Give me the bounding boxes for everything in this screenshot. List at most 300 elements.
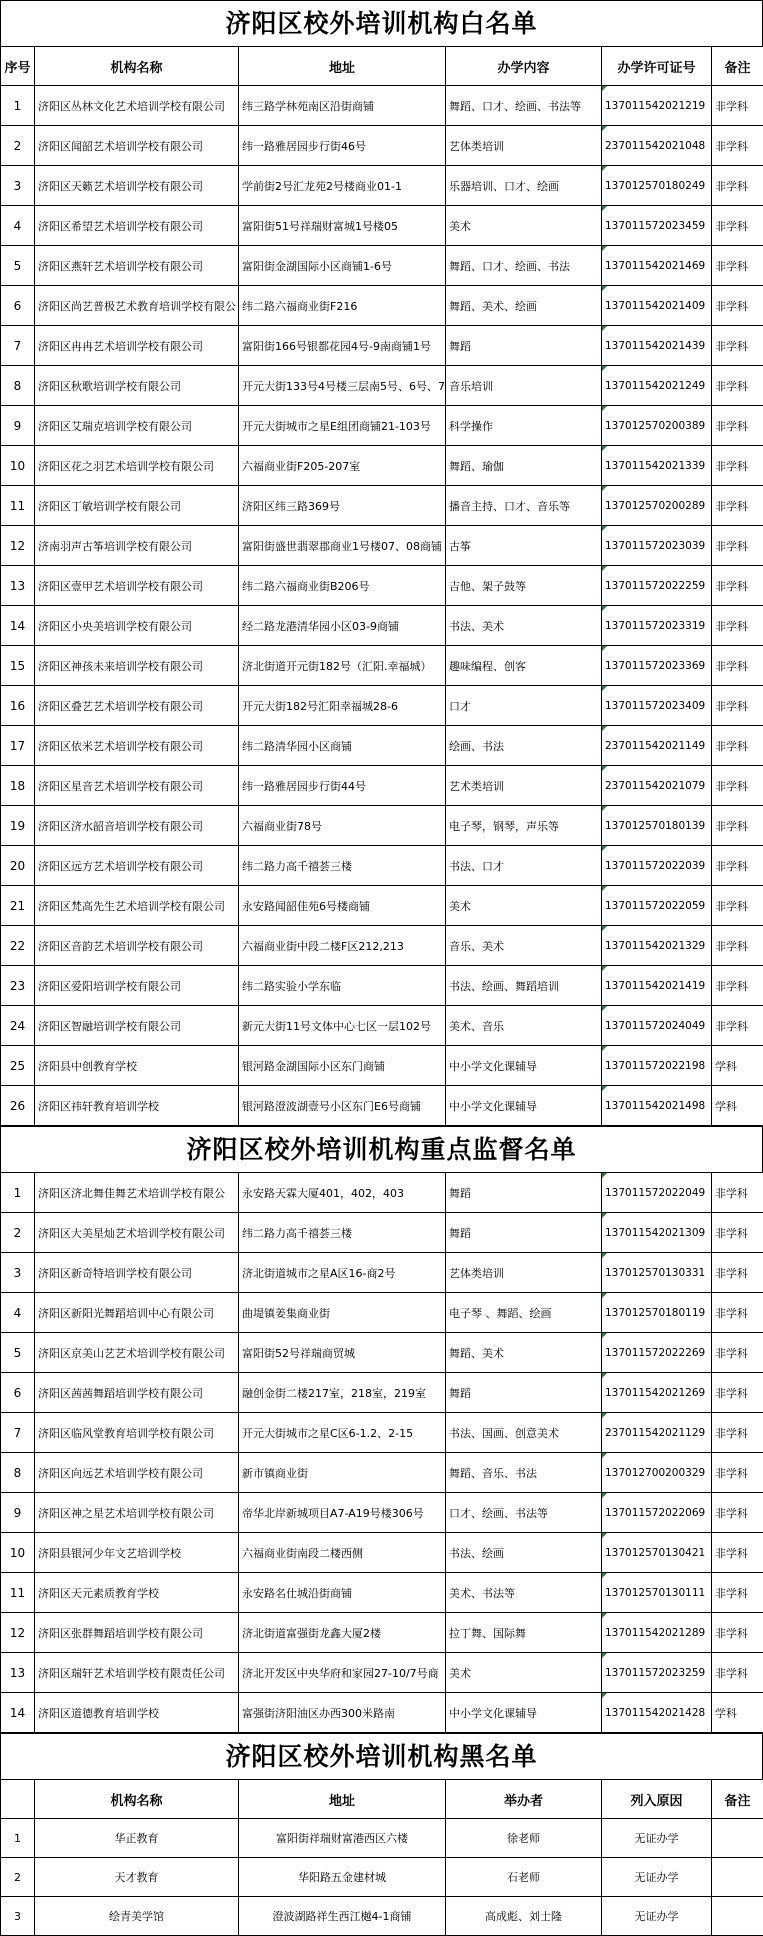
white-row	[1, 526, 763, 566]
key-cell-address: 曲堤镇姜集商业街	[239, 1293, 446, 1333]
key-cell-content: 舞蹈	[446, 1173, 602, 1213]
white-cell-address: 学前街2号汇龙苑2号楼商业01-1	[239, 166, 446, 206]
white-list-header	[1, 47, 763, 86]
white-row	[1, 206, 763, 246]
white-cell-remark: 学科	[712, 1086, 763, 1126]
key-cell-org-name: 济阳区茜茜舞蹈培训学校有限公司	[35, 1373, 239, 1413]
white-cell-content: 书法、绘画、舞蹈培训	[446, 966, 602, 1006]
white-cell-address: 纬二路六福商业街F216	[239, 286, 446, 326]
key-cell-address: 济北街道富强街龙鑫大厦2楼	[239, 1613, 446, 1653]
key-cell-org-name: 济阳县银河少年文艺培训学校	[35, 1533, 239, 1573]
white-row	[1, 886, 763, 926]
key-cell-address: 帝华北岸新城项目A7-A19号楼306号	[239, 1493, 446, 1533]
key-row	[1, 1653, 763, 1693]
white-cell-address: 经二路龙港清华园小区03-9商铺	[239, 606, 446, 646]
white-cell-content: 舞蹈、美术、绘画	[446, 286, 602, 326]
white-header-address: 地址	[239, 47, 446, 86]
black-cell-row-number: 1	[1, 1819, 35, 1858]
white-cell-remark: 非学科	[712, 606, 763, 646]
white-cell-org-name: 济阳区尚艺普极艺术教育培训学校有限公	[35, 286, 239, 326]
white-cell-row-number: 6	[1, 286, 35, 326]
key-row	[1, 1253, 763, 1293]
white-cell-row-number: 26	[1, 1086, 35, 1126]
key-row	[1, 1453, 763, 1493]
white-cell-content: 艺体类培训	[446, 126, 602, 166]
white-cell-row-number: 15	[1, 646, 35, 686]
white-row	[1, 966, 763, 1006]
white-row	[1, 86, 763, 126]
white-cell-org-name: 济阳区依米艺术培训学校有限公司	[35, 726, 239, 766]
white-row	[1, 486, 763, 526]
white-cell-content: 趣味编程、创客	[446, 646, 602, 686]
white-cell-address: 永安路闻韶佳苑6号楼商铺	[239, 886, 446, 926]
black-cell-remark	[712, 1819, 763, 1858]
key-row	[1, 1533, 763, 1573]
black-cell-license-number: 无证办学	[602, 1858, 712, 1897]
white-cell-address: 纬二路力高千禧荟三楼	[239, 846, 446, 886]
white-cell-license-number: 137011572022059	[602, 886, 712, 926]
white-cell-license-number: 137011542021469	[602, 246, 712, 286]
white-row	[1, 846, 763, 886]
white-cell-remark: 非学科	[712, 1006, 763, 1046]
key-cell-license-number: 137012570130111	[602, 1573, 712, 1613]
key-row	[1, 1413, 763, 1453]
white-header-license-number: 办学许可证号	[602, 47, 712, 86]
white-cell-remark: 非学科	[712, 686, 763, 726]
key-cell-content: 中小学文化课辅导	[446, 1693, 602, 1733]
white-cell-address: 纬二路六福商业街B206号	[239, 566, 446, 606]
white-cell-address: 六福商业街78号	[239, 806, 446, 846]
key-cell-content: 舞蹈、音乐、书法	[446, 1453, 602, 1493]
white-cell-address: 济阳区纬三路369号	[239, 486, 446, 526]
key-cell-address: 纬二路力高千禧荟三楼	[239, 1213, 446, 1253]
black-header-row-number	[1, 1780, 35, 1819]
white-cell-org-name: 济阳区远方艺术培训学校有限公司	[35, 846, 239, 886]
white-cell-content: 中小学文化课辅导	[446, 1046, 602, 1086]
key-cell-row-number: 12	[1, 1613, 35, 1653]
black-list-body	[1, 1819, 763, 1936]
white-cell-org-name: 济阳区壹甲艺术培训学校有限公司	[35, 566, 239, 606]
key-cell-row-number: 2	[1, 1213, 35, 1253]
white-row	[1, 366, 763, 406]
key-cell-content: 舞蹈	[446, 1213, 602, 1253]
white-cell-remark: 非学科	[712, 926, 763, 966]
key-cell-content: 艺体类培训	[446, 1253, 602, 1293]
key-cell-license-number: 137012570180119	[602, 1293, 712, 1333]
white-cell-license-number: 137011572022198	[602, 1046, 712, 1086]
white-cell-row-number: 17	[1, 726, 35, 766]
black-cell-license-number: 无证办学	[602, 1897, 712, 1936]
black-cell-content: 徐老师	[446, 1819, 602, 1858]
white-cell-remark: 非学科	[712, 486, 763, 526]
white-cell-row-number: 9	[1, 406, 35, 446]
white-cell-org-name: 济阳区天籁艺术培训学校有限公司	[35, 166, 239, 206]
white-cell-org-name: 济阳区叠艺艺术培训学校有限公司	[35, 686, 239, 726]
white-cell-row-number: 21	[1, 886, 35, 926]
black-cell-remark	[712, 1858, 763, 1897]
black-cell-org-name: 绘青美学馆	[35, 1897, 239, 1936]
key-cell-content: 美术、书法等	[446, 1573, 602, 1613]
key-cell-org-name: 济阳区张群舞蹈培训学校有限公司	[35, 1613, 239, 1653]
white-cell-row-number: 12	[1, 526, 35, 566]
white-cell-license-number: 137011542021409	[602, 286, 712, 326]
key-cell-address: 融创金街二楼217室，218室，219室	[239, 1373, 446, 1413]
white-cell-content: 舞蹈	[446, 326, 602, 366]
key-cell-address: 永安路名仕城沿街商铺	[239, 1573, 446, 1613]
white-cell-content: 书法、口才	[446, 846, 602, 886]
white-cell-org-name: 济阳区小央美培训学校有限公司	[35, 606, 239, 646]
key-cell-row-number: 5	[1, 1333, 35, 1373]
key-cell-row-number: 4	[1, 1293, 35, 1333]
key-cell-row-number: 13	[1, 1653, 35, 1693]
white-row	[1, 926, 763, 966]
white-cell-remark: 非学科	[712, 526, 763, 566]
white-row	[1, 126, 763, 166]
white-cell-content: 美术、音乐	[446, 1006, 602, 1046]
white-cell-address: 纬一路雅居园步行街44号	[239, 766, 446, 806]
white-header-content: 办学内容	[446, 47, 602, 86]
white-cell-address: 六福商业街中段二楼F区212,213	[239, 926, 446, 966]
white-row	[1, 1046, 763, 1086]
key-cell-org-name: 济阳区大美星灿艺术培训学校有限公司	[35, 1213, 239, 1253]
white-cell-address: 富阳街166号银都花园4号-9南商铺1号	[239, 326, 446, 366]
white-cell-address: 纬二路实验小学东临	[239, 966, 446, 1006]
key-cell-remark: 非学科	[712, 1533, 763, 1573]
key-cell-row-number: 1	[1, 1173, 35, 1213]
white-cell-remark: 非学科	[712, 206, 763, 246]
white-cell-content: 音乐培训	[446, 366, 602, 406]
key-cell-org-name: 济阳区道德教育培训学校	[35, 1693, 239, 1733]
white-cell-remark: 非学科	[712, 446, 763, 486]
white-cell-org-name: 济阳区梵高先生艺术培训学校有限公司	[35, 886, 239, 926]
key-cell-org-name: 济阳区瑞轩艺术培训学校有限责任公司	[35, 1653, 239, 1693]
white-cell-license-number: 137011542021339	[602, 446, 712, 486]
key-row	[1, 1373, 763, 1413]
white-cell-remark: 非学科	[712, 566, 763, 606]
white-row	[1, 1086, 763, 1126]
key-cell-remark: 非学科	[712, 1493, 763, 1533]
white-cell-remark: 非学科	[712, 326, 763, 366]
white-cell-license-number: 137011572022039	[602, 846, 712, 886]
black-header-license-number: 列入原因	[602, 1780, 712, 1819]
key-row	[1, 1573, 763, 1613]
black-row	[1, 1819, 763, 1858]
white-cell-row-number: 20	[1, 846, 35, 886]
white-cell-remark: 非学科	[712, 166, 763, 206]
white-cell-license-number: 137012570180249	[602, 166, 712, 206]
white-cell-remark: 非学科	[712, 406, 763, 446]
white-cell-license-number: 137011542021439	[602, 326, 712, 366]
key-cell-org-name: 济阳区新奇特培训学校有限公司	[35, 1253, 239, 1293]
key-cell-remark: 非学科	[712, 1413, 763, 1453]
white-cell-row-number: 22	[1, 926, 35, 966]
white-cell-address: 新元大街11号文体中心七区一层102号	[239, 1006, 446, 1046]
white-row	[1, 286, 763, 326]
key-cell-remark: 非学科	[712, 1613, 763, 1653]
black-header-remark: 备注	[712, 1780, 763, 1819]
key-cell-address: 富强街济阳油区办西300米路南	[239, 1693, 446, 1733]
key-cell-address: 开元大街城市之星C区6-1.2、2-15	[239, 1413, 446, 1453]
white-cell-address: 银河路澄波湖壹号小区东门E6号商铺	[239, 1086, 446, 1126]
white-cell-org-name: 济阳区闻韶艺术培训学校有限公司	[35, 126, 239, 166]
white-header-remark: 备注	[712, 47, 763, 86]
white-cell-org-name: 济阳区丛林文化艺术培训学校有限公司	[35, 86, 239, 126]
white-cell-org-name: 济阳区丁敏培训学校有限公司	[35, 486, 239, 526]
white-cell-license-number: 137011572023039	[602, 526, 712, 566]
white-cell-row-number: 24	[1, 1006, 35, 1046]
white-cell-org-name: 济阳区神孩未来培训学校有限公司	[35, 646, 239, 686]
white-cell-content: 乐器培训、口才、绘画	[446, 166, 602, 206]
white-cell-remark: 非学科	[712, 886, 763, 926]
key-cell-remark: 非学科	[712, 1573, 763, 1613]
key-cell-license-number: 237011542021129	[602, 1413, 712, 1453]
white-cell-license-number: 137011572023319	[602, 606, 712, 646]
white-cell-row-number: 23	[1, 966, 35, 1006]
white-row	[1, 686, 763, 726]
white-cell-row-number: 8	[1, 366, 35, 406]
white-cell-org-name: 济阳区星音艺术培训学校有限公司	[35, 766, 239, 806]
white-cell-remark: 非学科	[712, 726, 763, 766]
key-cell-row-number: 8	[1, 1453, 35, 1493]
white-cell-row-number: 7	[1, 326, 35, 366]
key-cell-address: 新市镇商业街	[239, 1453, 446, 1493]
white-cell-license-number: 137011572023409	[602, 686, 712, 726]
key-cell-row-number: 10	[1, 1533, 35, 1573]
key-cell-address: 富阳街52号祥瑞商贸城	[239, 1333, 446, 1373]
white-cell-row-number: 16	[1, 686, 35, 726]
key-cell-row-number: 11	[1, 1573, 35, 1613]
black-cell-row-number: 3	[1, 1897, 35, 1936]
black-cell-org-name: 天才教育	[35, 1858, 239, 1897]
black-row	[1, 1858, 763, 1897]
white-row	[1, 766, 763, 806]
white-cell-content: 播音主持、口才、音乐等	[446, 486, 602, 526]
key-cell-row-number: 7	[1, 1413, 35, 1453]
white-cell-address: 开元大街133号4号楼三层南5号、6号、7	[239, 366, 446, 406]
key-cell-license-number: 137011572022049	[602, 1173, 712, 1213]
black-list-header	[1, 1780, 763, 1819]
white-row	[1, 446, 763, 486]
white-row	[1, 1006, 763, 1046]
white-cell-address: 济北街道开元街182号（汇阳.幸福城）	[239, 646, 446, 686]
key-row	[1, 1493, 763, 1533]
white-cell-org-name: 济阳区艾瑞克培训学校有限公司	[35, 406, 239, 446]
key-cell-remark: 非学科	[712, 1373, 763, 1413]
key-cell-remark: 非学科	[712, 1213, 763, 1253]
key-cell-license-number: 137011542021269	[602, 1373, 712, 1413]
white-cell-license-number: 137011572023369	[602, 646, 712, 686]
white-cell-content: 古筝	[446, 526, 602, 566]
black-list-title: 济阳区校外培训机构黑名单	[0, 1733, 763, 1779]
key-cell-license-number: 137011572022269	[602, 1333, 712, 1373]
key-cell-org-name: 济阳区济北舞佳舞艺术培训学校有限公	[35, 1173, 239, 1213]
white-cell-content: 音乐、美术	[446, 926, 602, 966]
black-cell-content: 石老师	[446, 1858, 602, 1897]
key-cell-remark: 非学科	[712, 1453, 763, 1493]
key-cell-license-number: 137011542021309	[602, 1213, 712, 1253]
key-cell-content: 舞蹈	[446, 1373, 602, 1413]
key-row	[1, 1213, 763, 1253]
white-header-row-number: 序号	[1, 47, 35, 86]
white-cell-license-number: 137012570180139	[602, 806, 712, 846]
black-cell-row-number: 2	[1, 1858, 35, 1897]
key-cell-address: 济北街道城市之星A区16-商2号	[239, 1253, 446, 1293]
white-cell-license-number: 137011572023459	[602, 206, 712, 246]
key-cell-license-number: 137011542021289	[602, 1613, 712, 1653]
key-list-body	[1, 1173, 763, 1733]
key-cell-content: 书法、绘画	[446, 1533, 602, 1573]
key-cell-license-number: 137012700200329	[602, 1453, 712, 1493]
white-cell-org-name: 济阳区冉冉艺术培训学校有限公司	[35, 326, 239, 366]
white-cell-org-name: 济阳区秋歌培训学校有限公司	[35, 366, 239, 406]
key-cell-org-name: 济阳区天元素质教育学校	[35, 1573, 239, 1613]
white-cell-address: 开元大街182号汇阳幸福城28-6	[239, 686, 446, 726]
key-cell-address: 济北开发区中央华府和家园27-10/7号商	[239, 1653, 446, 1693]
white-cell-content: 美术	[446, 886, 602, 926]
black-cell-org-name: 华正教育	[35, 1819, 239, 1858]
white-cell-license-number: 137011542021249	[602, 366, 712, 406]
white-cell-license-number: 137011572024049	[602, 1006, 712, 1046]
key-cell-remark: 非学科	[712, 1173, 763, 1213]
white-cell-content: 中小学文化课辅导	[446, 1086, 602, 1126]
black-header-address: 地址	[239, 1780, 446, 1819]
white-cell-address: 银河路金湖国际小区东门商铺	[239, 1046, 446, 1086]
white-cell-remark: 非学科	[712, 246, 763, 286]
white-cell-license-number: 137011542021419	[602, 966, 712, 1006]
white-cell-org-name: 济阳区济水韶音培训学校有限公司	[35, 806, 239, 846]
white-header-org-name: 机构名称	[35, 47, 239, 86]
black-cell-license-number: 无证办学	[602, 1819, 712, 1858]
white-cell-address: 富阳街金湖国际小区商铺1-6号	[239, 246, 446, 286]
white-row	[1, 326, 763, 366]
white-row	[1, 606, 763, 646]
black-list-table	[0, 1779, 763, 1936]
key-cell-content: 书法、国画、创意美术	[446, 1413, 602, 1453]
white-row	[1, 566, 763, 606]
key-cell-license-number: 137012570130331	[602, 1253, 712, 1293]
white-cell-license-number: 237011542021048	[602, 126, 712, 166]
key-cell-org-name: 济阳区向远艺术培训学校有限公司	[35, 1453, 239, 1493]
white-cell-row-number: 3	[1, 166, 35, 206]
white-cell-org-name: 济南羽声古筝培训学校有限公司	[35, 526, 239, 566]
white-cell-address: 六福商业街F205-207室	[239, 446, 446, 486]
key-cell-org-name: 济阳区临风堂教育培训学校有限公司	[35, 1413, 239, 1453]
white-cell-content: 舞蹈、瑜伽	[446, 446, 602, 486]
key-cell-row-number: 6	[1, 1373, 35, 1413]
key-cell-remark: 非学科	[712, 1253, 763, 1293]
white-list-table	[0, 46, 763, 1126]
key-cell-address: 六福商业街南段二楼西侧	[239, 1533, 446, 1573]
key-list-title: 济阳区校外培训机构重点监督名单	[0, 1126, 763, 1172]
key-cell-remark: 非学科	[712, 1653, 763, 1693]
key-cell-org-name: 济阳区神之星艺术培训学校有限公司	[35, 1493, 239, 1533]
white-cell-license-number: 137011572022259	[602, 566, 712, 606]
white-cell-content: 电子琴，钢琴，声乐等	[446, 806, 602, 846]
key-cell-license-number: 137011542021428	[602, 1693, 712, 1733]
key-cell-content: 口才、绘画、书法等	[446, 1493, 602, 1533]
key-row	[1, 1613, 763, 1653]
white-cell-row-number: 14	[1, 606, 35, 646]
white-row	[1, 646, 763, 686]
key-row	[1, 1173, 763, 1213]
white-cell-remark: 非学科	[712, 646, 763, 686]
white-list-body	[1, 86, 763, 1126]
white-cell-address: 纬二路清华园小区商铺	[239, 726, 446, 766]
white-cell-content: 绘画、书法	[446, 726, 602, 766]
white-cell-remark: 非学科	[712, 766, 763, 806]
white-cell-remark: 非学科	[712, 806, 763, 846]
white-cell-remark: 非学科	[712, 966, 763, 1006]
white-cell-content: 美术	[446, 206, 602, 246]
key-row	[1, 1293, 763, 1333]
white-cell-org-name: 济阳区智融培训学校有限公司	[35, 1006, 239, 1046]
white-cell-address: 富阳街盛世翡翠郡商业1号楼07、08商铺	[239, 526, 446, 566]
key-cell-address: 永安路天霖大厦401，402，403	[239, 1173, 446, 1213]
white-cell-row-number: 4	[1, 206, 35, 246]
black-cell-content: 高成彪、刘士隆	[446, 1897, 602, 1936]
white-cell-address: 富阳街51号祥瑞财富城1号楼05	[239, 206, 446, 246]
white-cell-org-name: 济阳区燕轩艺术培训学校有限公司	[35, 246, 239, 286]
key-cell-license-number: 137012570130421	[602, 1533, 712, 1573]
white-cell-org-name: 济阳区希望艺术培训学校有限公司	[35, 206, 239, 246]
white-cell-org-name: 济阳区祎轩教育培训学校	[35, 1086, 239, 1126]
white-cell-row-number: 18	[1, 766, 35, 806]
white-cell-address: 纬三路学林苑南区沿街商铺	[239, 86, 446, 126]
white-cell-license-number: 137011542021329	[602, 926, 712, 966]
white-cell-address: 纬一路雅居园步行街46号	[239, 126, 446, 166]
white-cell-license-number: 137011542021498	[602, 1086, 712, 1126]
white-cell-org-name: 济阳区爱阳培训学校有限公司	[35, 966, 239, 1006]
white-cell-row-number: 19	[1, 806, 35, 846]
white-cell-row-number: 2	[1, 126, 35, 166]
key-cell-row-number: 9	[1, 1493, 35, 1533]
key-cell-remark: 非学科	[712, 1333, 763, 1373]
white-row	[1, 806, 763, 846]
white-cell-org-name: 济阳区花之羽艺术培训学校有限公司	[35, 446, 239, 486]
black-cell-remark	[712, 1897, 763, 1936]
white-cell-remark: 非学科	[712, 286, 763, 326]
white-cell-remark: 非学科	[712, 86, 763, 126]
white-cell-remark: 非学科	[712, 846, 763, 886]
white-row	[1, 726, 763, 766]
white-row	[1, 406, 763, 446]
key-cell-content: 美术	[446, 1653, 602, 1693]
white-cell-content: 吉他、架子鼓等	[446, 566, 602, 606]
white-cell-license-number: 137012570200289	[602, 486, 712, 526]
black-cell-address: 富阳街祥瑞财富港西区六楼	[239, 1819, 446, 1858]
white-cell-row-number: 25	[1, 1046, 35, 1086]
white-cell-content: 舞蹈、口才、绘画、书法	[446, 246, 602, 286]
black-cell-address: 华阳路五金建材城	[239, 1858, 446, 1897]
white-cell-row-number: 10	[1, 446, 35, 486]
white-cell-license-number: 137012570200389	[602, 406, 712, 446]
key-cell-license-number: 137011572022069	[602, 1493, 712, 1533]
white-cell-remark: 非学科	[712, 126, 763, 166]
key-cell-content: 拉丁舞、国际舞	[446, 1613, 602, 1653]
black-header-org-name: 机构名称	[35, 1780, 239, 1819]
white-cell-content: 科学操作	[446, 406, 602, 446]
white-cell-row-number: 1	[1, 86, 35, 126]
key-cell-remark: 学科	[712, 1693, 763, 1733]
white-cell-license-number: 237011542021079	[602, 766, 712, 806]
white-cell-remark: 学科	[712, 1046, 763, 1086]
white-row	[1, 246, 763, 286]
white-cell-row-number: 11	[1, 486, 35, 526]
key-cell-remark: 非学科	[712, 1293, 763, 1333]
key-cell-row-number: 14	[1, 1693, 35, 1733]
key-cell-license-number: 137011572023259	[602, 1653, 712, 1693]
white-cell-org-name: 济阳区音韵艺术培训学校有限公司	[35, 926, 239, 966]
